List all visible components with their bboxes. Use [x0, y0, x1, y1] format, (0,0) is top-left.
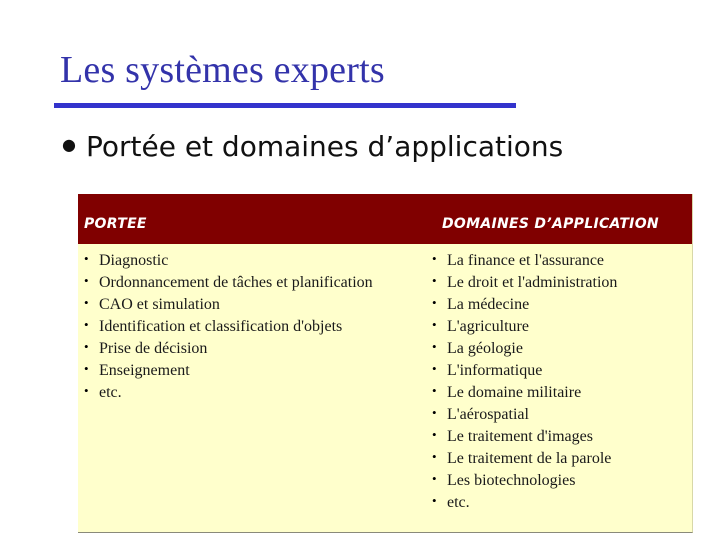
bullet-icon: •: [432, 383, 437, 398]
bullet-icon: •: [432, 427, 437, 442]
bullet-icon: •: [84, 273, 89, 288]
list-item-label: Ordonnancement de tâches et planification: [99, 274, 373, 291]
list-item: [430, 316, 617, 338]
list-item-label: etc.: [99, 384, 122, 401]
list-item-label: La médecine: [447, 296, 530, 313]
list-item-label: Identification et classification d'objets: [99, 318, 343, 335]
bullet-icon: •: [84, 317, 89, 332]
bullet-icon: •: [84, 339, 89, 354]
list-item: [430, 250, 617, 272]
list-item: [430, 294, 617, 316]
list-item-label: CAO et simulation: [99, 296, 220, 313]
list-item-label: Le traitement d'images: [447, 428, 593, 445]
bullet-icon: •: [432, 405, 437, 420]
list-item-label: Prise de décision: [99, 340, 208, 357]
bullet-icon: ●: [62, 135, 76, 154]
list-item: [82, 360, 373, 382]
list-item-label: Les biotechnologies: [447, 472, 576, 489]
list-item: [430, 492, 617, 514]
bullet-icon: •: [84, 383, 89, 398]
list-item: [430, 338, 617, 360]
title-underline: [54, 103, 516, 108]
list-item-label: Enseignement: [99, 362, 190, 379]
subtitle-text: Portée et domaines d’applications: [85, 130, 564, 163]
list-item: [430, 272, 617, 294]
list-item: [430, 426, 617, 448]
bullet-icon: •: [432, 471, 437, 486]
list-item: [430, 360, 617, 382]
list-item: [82, 382, 373, 404]
bullet-icon: •: [432, 493, 437, 508]
bullet-icon: •: [432, 273, 437, 288]
list-item-label: L'agriculture: [447, 318, 529, 335]
list-item-label: Le droit et l'administration: [447, 274, 618, 291]
list-item-label: La finance et l'assurance: [447, 252, 605, 269]
list-item: [82, 272, 373, 294]
list-item: [430, 448, 617, 470]
list-item: [82, 250, 373, 272]
list-item-label: L'informatique: [447, 362, 543, 379]
list-item: [82, 316, 373, 338]
subtitle-line: [62, 130, 563, 163]
bullet-icon: •: [432, 339, 437, 354]
list-item-label: La géologie: [447, 340, 523, 357]
list-item: [430, 382, 617, 404]
list-item-label: etc.: [447, 494, 470, 511]
bullet-icon: •: [84, 361, 89, 376]
bullet-icon: •: [432, 317, 437, 332]
portee-list: [82, 250, 373, 404]
slide-title: Les systèmes experts: [60, 49, 385, 91]
list-item-label: Le domaine militaire: [447, 384, 582, 401]
list-item-label: Le traitement de la parole: [447, 450, 612, 467]
applications-table: [78, 194, 693, 533]
list-item-label: L'aérospatial: [447, 406, 529, 423]
header-portee: PORTEE: [84, 216, 147, 232]
list-item: [82, 294, 373, 316]
bullet-icon: •: [432, 361, 437, 376]
list-item: [82, 338, 373, 360]
bullet-icon: •: [432, 251, 437, 266]
header-domaines: DOMAINES D’APPLICATION: [442, 216, 659, 232]
domaines-list: [430, 250, 617, 514]
bullet-icon: •: [432, 449, 437, 464]
bullet-icon: •: [432, 295, 437, 310]
list-item: [430, 470, 617, 492]
list-item-label: Diagnostic: [99, 252, 169, 269]
list-item: [430, 404, 617, 426]
bullet-icon: •: [84, 295, 89, 310]
table-header: [78, 194, 692, 244]
bullet-icon: •: [84, 251, 89, 266]
